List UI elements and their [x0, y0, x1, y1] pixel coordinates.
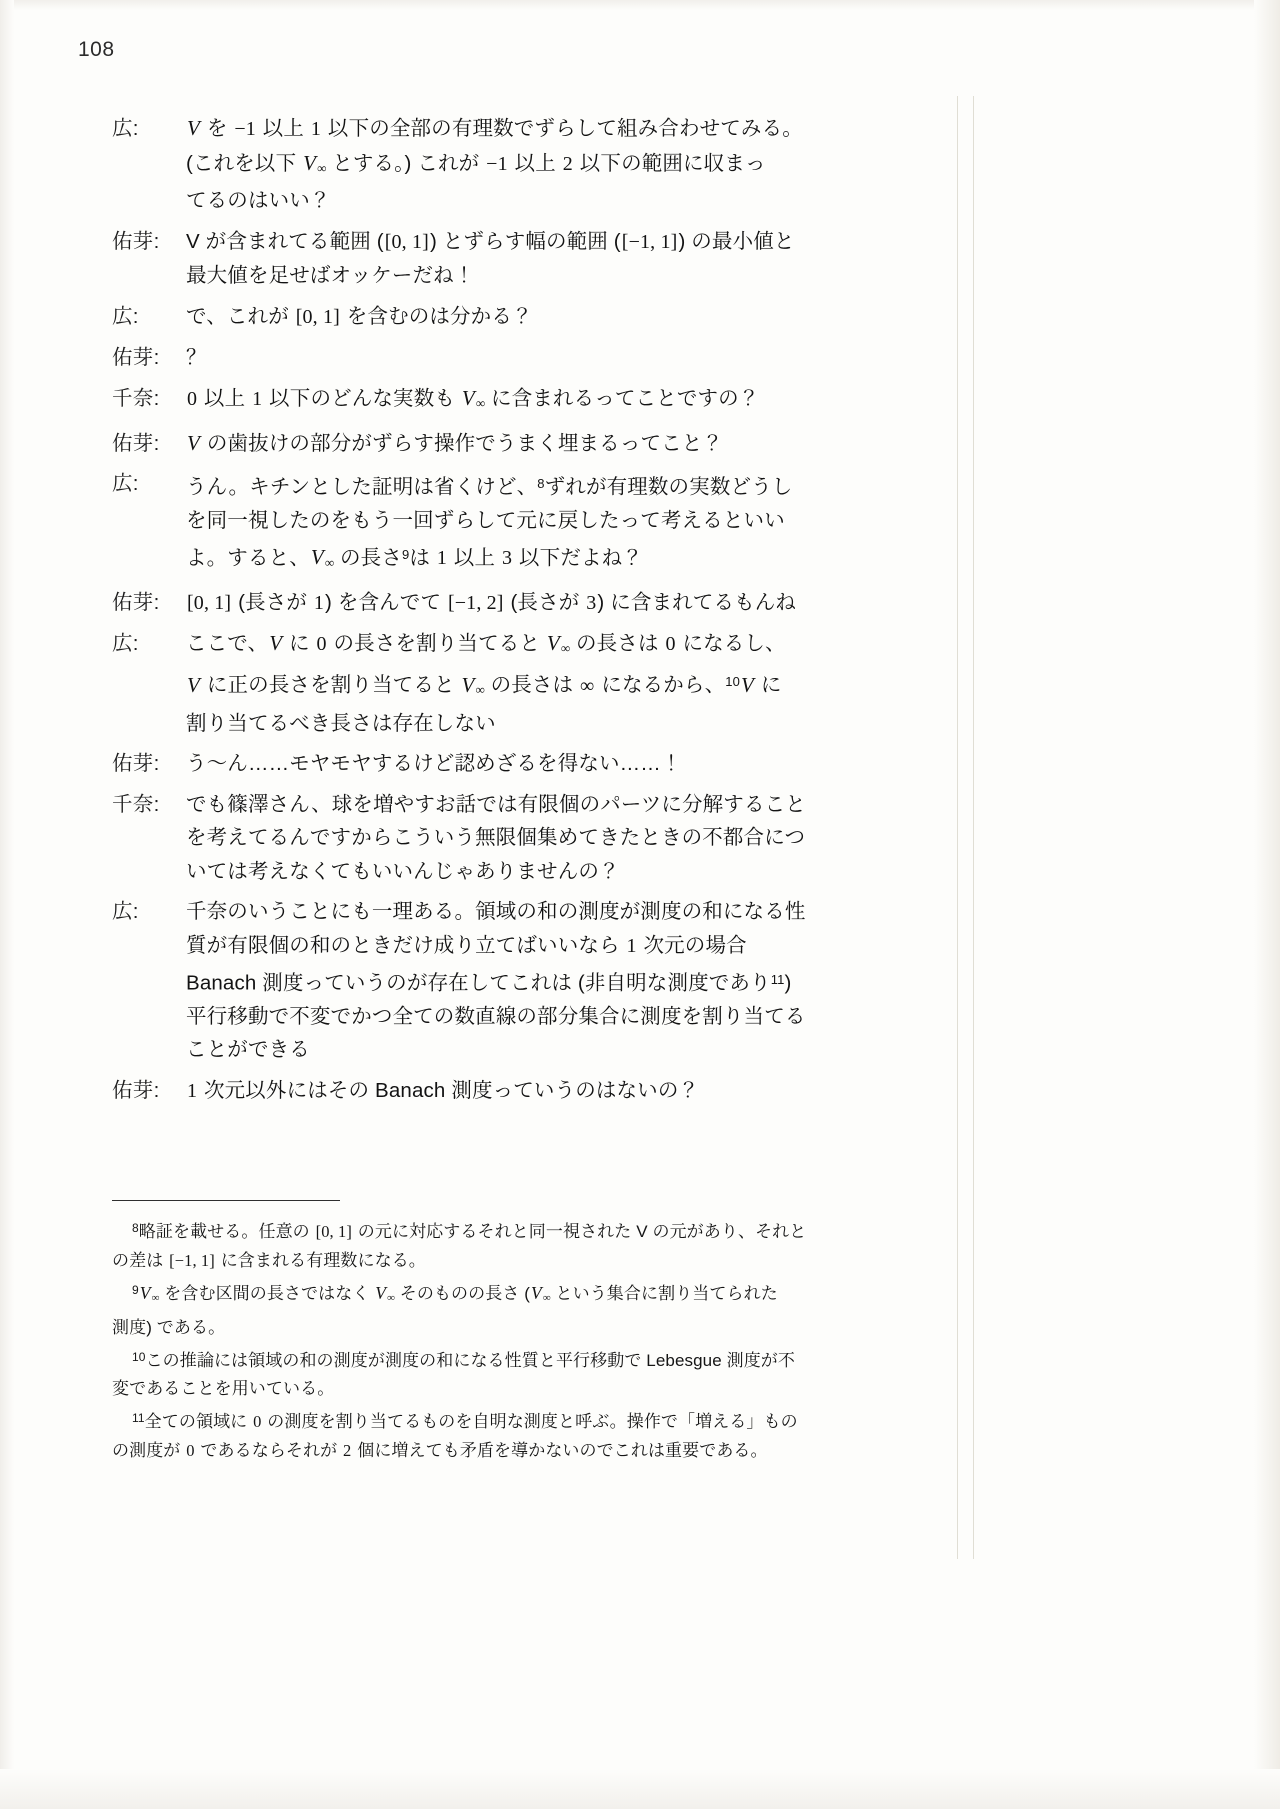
text-run: ): [784, 971, 792, 995]
dialogue-turn: [112, 747, 942, 781]
dialogue-line: [186, 112, 942, 147]
dialogue-turn: [112, 895, 942, 1067]
math-number: [0, 1]: [187, 591, 232, 614]
speaker-label: 広:: [112, 117, 139, 140]
math-number: 0: [186, 1441, 195, 1461]
footnote-line: [112, 1214, 912, 1246]
dialogue-text: [186, 586, 942, 621]
text-run: ) を含んでて: [325, 590, 447, 614]
dialogue-line: [186, 1074, 942, 1109]
math-subscript: ∞: [324, 554, 335, 570]
text-run: ？: [186, 346, 207, 370]
math-number: [−1, 1]: [169, 1250, 215, 1270]
dialogue-line: [186, 259, 942, 293]
dialogue-line: [186, 427, 942, 461]
text-run: 以下の範囲に収まっ: [573, 151, 766, 175]
math-variable: V: [187, 430, 200, 455]
math-number: 2: [343, 1441, 352, 1461]
speaker-label: 千奈:: [112, 386, 160, 410]
speaker-label: 千奈:: [112, 792, 160, 816]
footnote-line: [112, 1276, 912, 1313]
math-number: [0, 1]: [295, 305, 340, 328]
text-run: の差は: [112, 1250, 169, 1270]
dialogue-line: [186, 538, 942, 579]
text-run: 最大値を足せばオッケーだね！: [186, 264, 475, 288]
text-run: 略証を載せる。任意の: [138, 1221, 315, 1241]
math-number: 0: [316, 633, 327, 656]
footnote-reference[interactable]: 11: [770, 972, 785, 987]
math-subscript: ∞: [542, 1291, 551, 1304]
math-subscript: ∞: [475, 682, 485, 697]
text-run: 平行移動で不変でかつ全ての数直線の部分集合に測度を割り当てる: [186, 1004, 806, 1028]
math-variable: V: [546, 631, 560, 656]
text-run: 以上: [256, 117, 310, 140]
text-run: ) とずらす幅の範囲 (: [429, 229, 621, 253]
math-number: ∞: [580, 674, 595, 697]
text-run: の測度が: [112, 1441, 186, 1461]
text-run: 測度っていうのはないの？: [445, 1078, 700, 1102]
text-run: であるならそれが: [195, 1441, 343, 1461]
speaker-label: 広:: [112, 304, 139, 328]
text-run: の歯抜けの部分がずらす操作でうまく埋まるってこと？: [200, 431, 724, 455]
scan-edge-right: [1254, 0, 1280, 1809]
math-subscript: ∞: [317, 159, 327, 175]
math-subscript: ∞: [387, 1291, 395, 1304]
dialogue-text: [186, 341, 942, 375]
text-run: に: [754, 673, 782, 697]
math-variable: V: [139, 1282, 151, 1303]
roman-term: Banach: [375, 1078, 446, 1102]
text-run: ことができる: [186, 1038, 310, 1062]
math-variable: V: [269, 631, 283, 656]
text-run: 次元の場合: [637, 933, 747, 957]
text-run: 変であることを用いている。: [112, 1379, 335, 1399]
footnote-reference[interactable]: 9: [401, 546, 410, 562]
math-subscript: ∞: [151, 1291, 160, 1304]
speaker-label: 佑芽:: [112, 431, 160, 455]
dialogue-text: [186, 747, 942, 781]
dialogue-turn: [112, 341, 942, 375]
math-number: [0, 1]: [384, 230, 429, 253]
footnote-line: [112, 1374, 912, 1403]
math-number: 1: [436, 547, 448, 570]
text-run: を同一視したのをもう一回ずらして元に戻したって考えるといい: [186, 509, 785, 533]
footnote-line: [112, 1343, 912, 1375]
text-run: の長さは: [484, 673, 580, 697]
text-run: 千奈のいうことにも一理ある。領域の和の測度が測度の和になる性: [186, 900, 806, 923]
math-number: 1: [310, 118, 322, 140]
text-run: ) に含まれてるもんね: [597, 590, 797, 614]
speaker-label: 佑芽:: [112, 752, 160, 775]
dialogue-turn: [112, 382, 942, 420]
dialogue-line: [186, 467, 942, 504]
dialogue-turn: [112, 427, 942, 461]
speaker-label: 広:: [112, 632, 139, 656]
roman-term: V: [636, 1221, 648, 1241]
dialogue-text: [186, 427, 942, 461]
dialogue-line: [186, 627, 942, 665]
roman-term: Lebesgue: [646, 1350, 722, 1370]
footnote-block: [112, 1214, 912, 1466]
dialogue-turn: [112, 586, 942, 621]
dialogue-text: [186, 225, 942, 293]
dialogue-text: [186, 300, 942, 335]
text-run: 割り当てるべき長さは存在しない: [186, 711, 496, 735]
text-run: を含む区間の長さではなく: [159, 1283, 375, 1303]
text-run: に: [283, 632, 316, 656]
text-run: に正の長さを割り当てると: [200, 673, 461, 697]
math-number: [0, 1]: [315, 1221, 352, 1241]
dialogue-turn: [112, 788, 942, 889]
dialogue-text: [186, 112, 942, 218]
text-run: 以下の全部の有理数でずらして組み合わせてみる。: [322, 117, 803, 140]
math-number: 1: [313, 591, 325, 614]
text-run: 以上: [198, 386, 252, 410]
math-subscript: ∞: [560, 640, 571, 656]
math-variable: V: [531, 1282, 542, 1303]
text-run: 測度) である。: [112, 1317, 226, 1337]
roman-term: Banach: [186, 971, 257, 995]
text-run: になるし、: [676, 632, 786, 656]
speaker-label: 広:: [112, 472, 139, 496]
footnote-reference[interactable]: 10: [725, 674, 740, 690]
text-run: でも篠澤さん、球を増やすお話では有限個のパーツに分解すること: [186, 792, 806, 816]
scan-edge-bottom: [0, 1769, 1280, 1809]
text-run: 以上: [448, 546, 502, 570]
text-run: の測度を割り当てるものを自明な測度と呼ぶ。操作で「増える」もの: [262, 1412, 798, 1432]
math-variable: V: [310, 545, 324, 570]
footnote-separator-rule: [112, 1200, 340, 1201]
dialogue-text: [186, 895, 942, 1067]
text-run: ここで、: [186, 632, 269, 656]
dialogue-line: [186, 855, 942, 889]
dialogue-turn: [112, 1074, 942, 1109]
dialogue-turn: [112, 467, 942, 579]
dialogue-turn: [112, 112, 942, 218]
text-run: う〜ん……モヤモヤするけど認めざるを得ない……！: [186, 752, 682, 775]
dialogue-body: [112, 112, 942, 1115]
dialogue-turn: [112, 627, 942, 740]
text-run: の長さは: [570, 632, 665, 656]
math-variable: V: [375, 1282, 387, 1303]
text-run: (これを以下: [186, 151, 303, 175]
math-number: 1: [252, 387, 263, 410]
dialogue-turn: [112, 300, 942, 335]
text-run: の長さを割り当てると: [327, 632, 546, 656]
math-number: 0: [187, 387, 198, 410]
speaker-label: 佑芽:: [112, 229, 160, 253]
scan-edge-left: [0, 0, 14, 1809]
text-run: を含むのは分かる？: [340, 304, 533, 328]
text-run: の元に対応するそれと同一視された: [352, 1221, 637, 1241]
footnote-item: [112, 1343, 912, 1404]
dialogue-line: [186, 895, 942, 929]
text-run: ずれが有理数の実数どうし: [544, 475, 793, 499]
footnote-item: [112, 1214, 912, 1275]
text-run: そのものの長さ (: [394, 1283, 531, 1303]
speaker-label: 広:: [112, 900, 139, 923]
dialogue-text: [186, 627, 942, 740]
footnote-line: [112, 1436, 912, 1465]
text-run: は: [409, 546, 436, 570]
text-run: (長さが: [232, 590, 313, 614]
text-run: 測度が不: [721, 1350, 796, 1370]
math-number: [−1, 2]: [447, 591, 504, 614]
footnote-line: [112, 1404, 912, 1436]
page-crease-line: [973, 96, 974, 1559]
dialogue-line: [186, 504, 942, 538]
dialogue-line: [186, 225, 942, 260]
dialogue-line: [186, 929, 942, 964]
dialogue-text: [186, 1074, 942, 1109]
footnote-reference[interactable]: 8: [537, 476, 545, 492]
math-number: 1: [626, 934, 637, 957]
footnote-line: [112, 1246, 912, 1275]
math-number: −1: [486, 152, 508, 175]
text-run: この推論には領域の和の測度が測度の和になる性質と平行移動で: [145, 1350, 647, 1370]
text-run: 個に増えても矛盾を導かないのでこれは重要である。: [352, 1441, 768, 1461]
roman-term: V: [186, 229, 200, 253]
math-number: 3: [502, 547, 513, 570]
dialogue-turn: [112, 225, 942, 293]
math-number: 3: [586, 591, 597, 614]
math-variable: V: [187, 672, 200, 697]
scan-edge-top: [0, 0, 1280, 10]
text-run: 以下のどんな実数も: [263, 386, 461, 410]
text-run: 以下だよね？: [513, 546, 643, 570]
footnote-reference[interactable]: 11: [132, 1411, 145, 1426]
math-number: −1: [234, 118, 256, 140]
dialogue-line: [186, 747, 942, 781]
dialogue-line: [186, 586, 942, 621]
math-variable: V: [303, 150, 317, 175]
footnote-reference[interactable]: 9: [132, 1282, 139, 1297]
text-run: 次元以外にはその: [198, 1078, 376, 1102]
text-run: が含まれてる範囲 (: [199, 229, 384, 253]
speaker-label: 佑芽:: [112, 346, 160, 370]
text-run: 質が有限個の和のときだけ成り立てばいいなら: [186, 933, 626, 957]
text-run: ) の最小値と: [678, 229, 795, 253]
text-run: を考えてるんですからこういう無限個集めてきたときの不都合につ: [186, 826, 806, 849]
math-number: 0: [253, 1412, 262, 1432]
dialogue-text: [186, 382, 942, 420]
dialogue-line: [186, 1033, 942, 1067]
math-variable: V: [461, 672, 475, 697]
dialogue-text: [186, 788, 942, 889]
footnote-line: [112, 1313, 912, 1342]
text-run: 測度っていうのが存在してこれは (非自明な測度であり: [256, 971, 771, 995]
text-run: を: [200, 117, 234, 140]
dialogue-line: [186, 1000, 942, 1034]
speaker-label: 佑芽:: [112, 1078, 160, 1102]
dialogue-line: [186, 665, 942, 706]
text-run: に含まれるってことですの？: [485, 386, 760, 410]
math-number: [−1, 1]: [621, 230, 678, 253]
dialogue-line: [186, 300, 942, 335]
speaker-label: 佑芽:: [112, 590, 160, 614]
dialogue-line: [186, 184, 942, 218]
text-run: という集合に割り当てられた: [550, 1283, 778, 1303]
footnote-item: [112, 1276, 912, 1342]
text-run: 全ての領域に: [144, 1412, 253, 1432]
dialogue-line: [186, 147, 942, 185]
math-variable: V: [187, 116, 200, 140]
dialogue-line: [186, 788, 942, 822]
math-variable: V: [740, 672, 754, 697]
text-run: (長さが: [504, 590, 586, 614]
text-run: うん。キチンとした証明は省くけど、: [186, 475, 538, 499]
text-run: の元があり、それと: [647, 1221, 807, 1241]
text-run: てるのはいい？: [186, 189, 331, 213]
dialogue-line: [186, 341, 942, 375]
math-number: 0: [665, 633, 676, 656]
footnote-reference[interactable]: 8: [132, 1221, 139, 1235]
text-run: いては考えなくてもいいんじゃありませんの？: [186, 859, 620, 883]
math-subscript: ∞: [475, 395, 486, 411]
text-run: になるから、: [595, 673, 726, 697]
math-variable: V: [461, 385, 475, 410]
text-run: で、これが: [186, 304, 295, 328]
math-number: 1: [187, 1079, 198, 1102]
dialogue-line: [186, 382, 942, 420]
text-run: の長さ: [334, 546, 402, 570]
text-run: 以上: [508, 151, 562, 175]
dialogue-text: [186, 467, 942, 579]
dialogue-line: [186, 821, 942, 855]
footnote-item: [112, 1404, 912, 1465]
text-run: とする。) これが: [326, 151, 486, 175]
text-run: に含まれる有理数になる。: [215, 1250, 426, 1270]
dialogue-line: [186, 963, 942, 1000]
page-crease-line: [957, 96, 958, 1559]
text-run: よ。すると、: [186, 546, 310, 570]
page-number: 108: [78, 38, 115, 61]
math-number: 2: [562, 152, 573, 175]
footnote-reference[interactable]: 10: [132, 1349, 146, 1364]
dialogue-line: [186, 707, 942, 741]
